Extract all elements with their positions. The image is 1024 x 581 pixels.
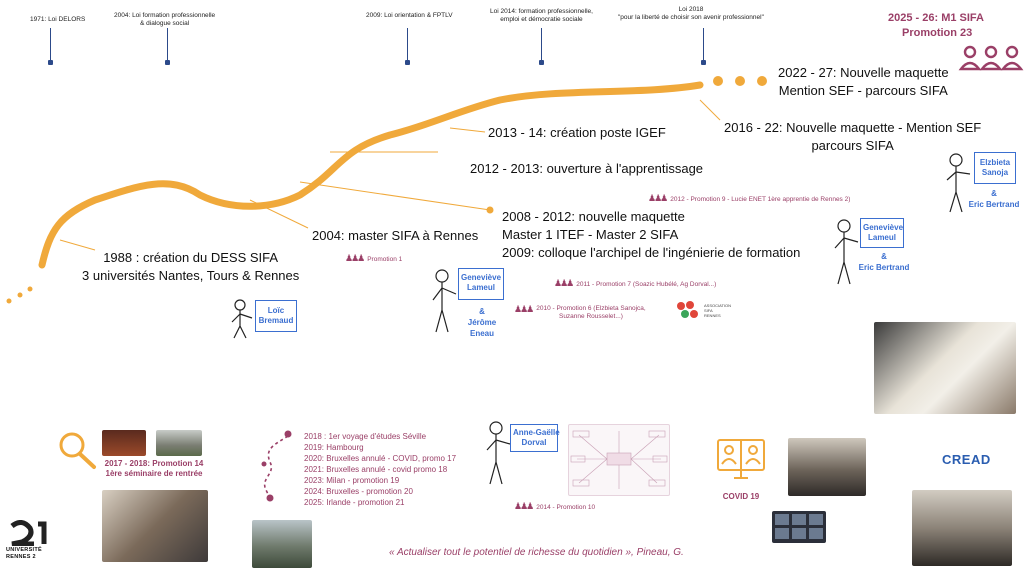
trip-item: 2019: Hambourg	[304, 443, 364, 452]
person-box-lameul-1: Geneviève Lameul	[458, 268, 504, 300]
trip-item: 2020: Bruxelles annulé - COVID, promo 17	[304, 454, 457, 463]
person-box-dorval: Anne-Gaëlle Dorval	[510, 424, 558, 452]
promotion-6	[514, 305, 646, 321]
law-label-2014: Loi 2014: formation professionnelle, emploi et démocratie sociale	[490, 8, 593, 23]
association-sifa-logo	[676, 300, 700, 320]
law-label-2004: 2004: Loi formation professionnelle & dialogue social	[114, 12, 216, 27]
trip-item: 2023: Milan - promotion 19	[304, 476, 400, 485]
milestone-2004: 2004: master SIFA à Rennes	[312, 228, 479, 243]
person-box-lameul-2: Geneviève Lameul	[860, 218, 904, 248]
stick-figure-bremaud	[228, 298, 258, 340]
video-call-icon	[716, 438, 766, 482]
search-magnifier-icon	[56, 430, 98, 470]
promotion-1	[345, 254, 402, 264]
seminar-photo-2	[156, 430, 202, 456]
milestone-2012: 2012 - 2013: ouverture à l'apprentissage	[470, 161, 704, 176]
stick-figure-lameul-1	[430, 268, 460, 336]
law-label-1971: 1971: Loi DELORS	[30, 16, 86, 23]
trip-item: 2025: Irlande - promotion 21	[304, 498, 405, 507]
person-box-bremaud: Loïc Bremaud	[255, 300, 297, 332]
name-eneau: & Jérôme Eneau	[467, 307, 497, 338]
promotion-1-label: Promotion 1	[367, 256, 403, 263]
promotion-9	[648, 194, 850, 204]
seminar-group-photo	[102, 490, 208, 562]
university-logo	[8, 520, 48, 546]
milestone-2022: 2022 - 27: Nouvelle maquette Mention SEF - parcours SIFA	[778, 65, 949, 98]
promotion-6-label: 2010 - Promotion 6 (Elzbieta Sanojca, Suzanne Rousselet...)	[536, 305, 646, 320]
association-label: ASSOCIATION SIFA RENNES	[704, 303, 732, 318]
name-bertrand-2: & Eric Bertrand	[968, 189, 1020, 209]
law-label-2018: Loi 2018 "pour la liberté de choisir son avenir professionnel"	[618, 6, 764, 21]
milestone-2008: 2008 - 2012: nouvelle maquette Master 1 ITEF - Master 2 SIFA 2009: colloque l'archipel de l'ingénierie de formation	[502, 209, 801, 260]
conference-photo	[912, 490, 1012, 566]
group-small-icon: ♟♟♟	[514, 501, 533, 511]
group-small-icon: ♟♟♟	[554, 278, 573, 288]
university-label: UNIVERSITÉ RENNES 2	[6, 547, 43, 560]
travel-route-icon	[256, 428, 298, 504]
group-small-icon: ♟♟♟	[648, 193, 667, 203]
trip-item: 2024: Bruxelles - promotion 20	[304, 487, 413, 496]
person-box-sanojca: Elzbieta Sanoja	[974, 152, 1016, 184]
header-subtitle: Promotion 23	[902, 27, 973, 39]
name-bertrand-1: & Eric Bertrand	[858, 252, 910, 272]
covid-class-photo	[788, 438, 866, 496]
covid-caption: COVID 19	[722, 492, 760, 501]
milestone-2013: 2013 - 14: création poste IGEF	[488, 125, 666, 140]
cread-logo: CREAD	[942, 452, 991, 467]
milestone-2016: 2016 - 22: Nouvelle maquette - Mention SEF parcours SIFA	[724, 120, 982, 153]
header-title: 2025 - 26: M1 SIFA	[888, 12, 984, 24]
seminar-photo-1	[102, 430, 146, 456]
colloque-mindmap-image	[568, 424, 670, 496]
quote-footer: « Actualiser tout le potentiel de richesse du quotidien », Pineau, G.	[389, 547, 684, 558]
seminar-caption: 2017 - 2018: Promotion 14 1ère séminaire de rentrée	[104, 459, 204, 478]
promotion-10-label: 2014 - Promotion 10	[536, 504, 596, 511]
promotion-7-label: 2011 - Promotion 7 (Soazic Hubélé, Ag Dorval...)	[576, 281, 717, 288]
promotion-10	[514, 502, 595, 512]
milestone-1988: 1988 : création du DESS SIFA 3 universités Nantes, Tours & Rennes	[82, 250, 300, 283]
law-label-2009: 2009: Loi orientation & FPTLV	[366, 12, 453, 19]
covid-visio-photo	[772, 511, 826, 543]
group-small-icon: ♟♟♟	[514, 304, 533, 314]
promotion-9-label: 2012 - Promotion 9 - Lucie ENET 1ère apprentie de Rennes 2)	[670, 196, 851, 203]
group-small-icon: ♟♟♟	[345, 253, 364, 263]
trip-item: 2021: Bruxelles annulé - covid promo 18	[304, 465, 448, 474]
promotion-7	[554, 279, 716, 289]
workshop-photo	[874, 322, 1016, 414]
trip-photo	[252, 520, 312, 568]
trip-item: 2018 : 1er voyage d'études Séville	[304, 432, 427, 441]
